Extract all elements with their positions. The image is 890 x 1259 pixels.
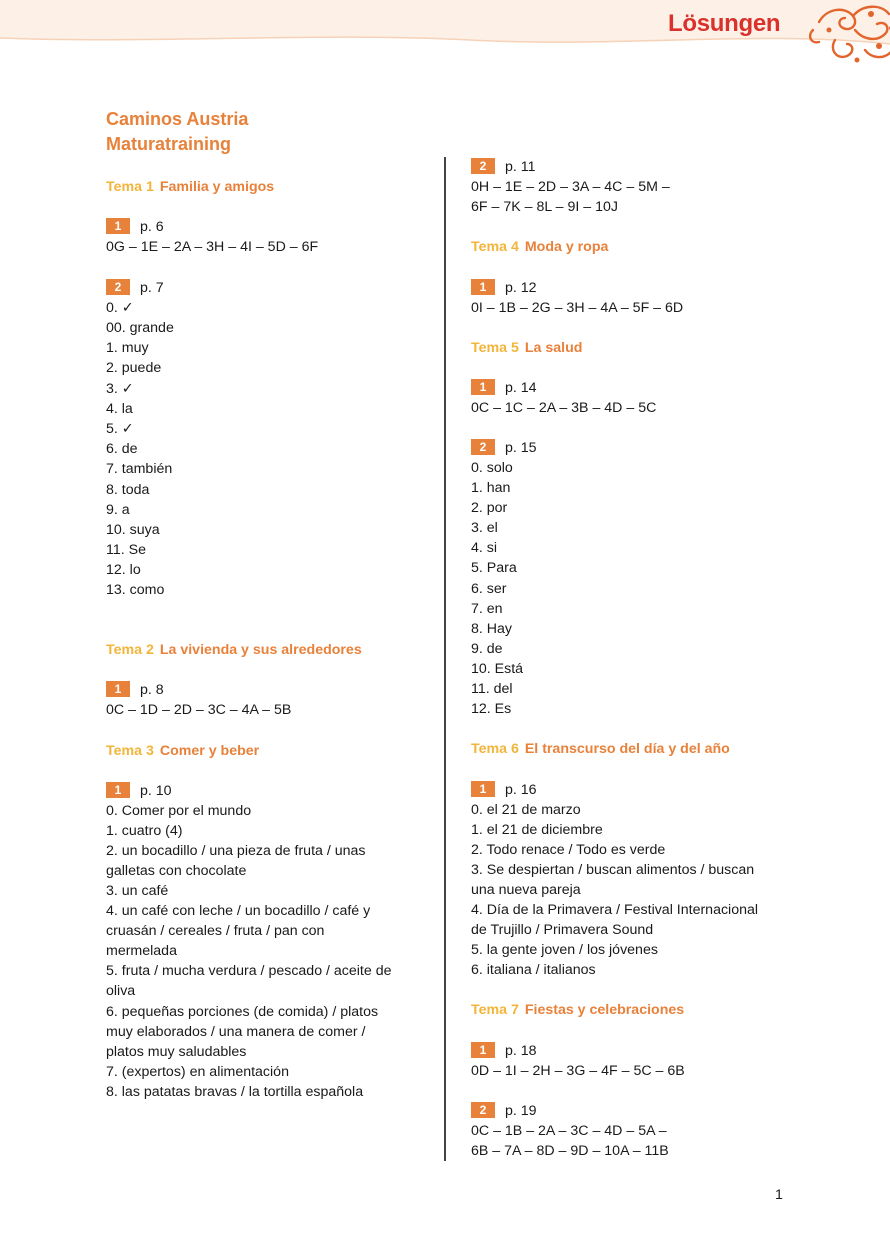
exercise-number-badge: 1 [471, 781, 495, 797]
exercise-number-badge: 2 [471, 158, 495, 174]
page-number: 1 [775, 1187, 783, 1203]
tema-5-heading: Tema 5 La salud [471, 340, 583, 356]
exercise-header [471, 157, 536, 177]
answer-line: 4. Día de la Primavera / Festival Internacional de Trujillo / Primavera Sound [471, 902, 759, 938]
answer-line: 5. Para [471, 560, 517, 576]
answer-line: 6. pequeñas porciones (de comida) / platos muy elaborados / una manera de comer / platos muy saludables [106, 1004, 379, 1060]
exercise-page-ref: p. 11 [505, 159, 536, 175]
answer-line: 11. Se [106, 542, 146, 558]
exercise-page-ref: p. 7 [140, 280, 164, 296]
exercise-header [471, 780, 537, 800]
answer-line: 0. ✓ [106, 300, 134, 316]
answer-line: 6F – 7K – 8L – 9I – 10J [471, 199, 618, 215]
exercise-number-badge: 1 [471, 379, 495, 395]
answer-line: 10. Está [471, 661, 524, 677]
answer-line: 0I – 1B – 2G – 3H – 4A – 5F – 6D [471, 300, 684, 316]
exercise-page-ref: p. 16 [505, 782, 537, 798]
answer-line: 4. la [106, 401, 133, 417]
answer-line: 1. cuatro (4) [106, 823, 183, 839]
answer-line: 8. Hay [471, 621, 513, 637]
answer-line: 0C – 1D – 2D – 3C – 4A – 5B [106, 702, 292, 718]
answer-line: 0G – 1E – 2A – 3H – 4I – 5D – 6F [106, 239, 319, 255]
answer-line: 7. en [471, 601, 503, 617]
answer-line: 3. ✓ [106, 381, 134, 397]
answer-line: 2. un bocadillo / una pieza de fruta / unas galletas con chocolate [106, 843, 366, 879]
header-title: Lösungen [668, 10, 781, 37]
answer-line: 4. un café con leche / un bocadillo / café y cruasán / cereales / fruta / pan con mermelada [106, 903, 371, 959]
exercise-header [106, 680, 164, 700]
answer-line: 11. del [471, 681, 513, 697]
answer-line: 3. el [471, 520, 498, 536]
answer-line: 9. a [106, 502, 130, 518]
answer-line: 12. Es [471, 701, 512, 717]
answer-line: 6. ser [471, 581, 507, 597]
answer-line: 10. suya [106, 522, 160, 538]
exercise-header [106, 781, 172, 801]
book-title-line-1: Caminos Austria [106, 109, 249, 129]
answer-line: 0. el 21 de marzo [471, 802, 581, 818]
exercise-header [106, 278, 164, 298]
exercise-header [471, 278, 537, 298]
answer-line: 5. la gente joven / los jóvenes [471, 942, 658, 958]
answer-line: 5. fruta / mucha verdura / pescado / aceite de oliva [106, 963, 392, 999]
exercise-number-badge: 2 [471, 439, 495, 455]
exercise-page-ref: p. 10 [140, 783, 172, 799]
exercise-header [471, 1041, 537, 1061]
answer-line: 0. solo [471, 460, 513, 476]
answer-line: 12. lo [106, 562, 141, 578]
answer-line: 3. un café [106, 883, 169, 899]
answer-line: 5. ✓ [106, 421, 134, 437]
answer-line: 2. por [471, 500, 508, 516]
exercise-page-ref: p. 6 [140, 219, 164, 235]
answer-line: 3. Se despiertan / buscan alimentos / buscan una nueva pareja [471, 862, 755, 898]
answer-line: 9. de [471, 641, 503, 657]
answer-line: 7. (expertos) en alimentación [106, 1064, 289, 1080]
column-divider [444, 157, 446, 1161]
exercise-header [471, 378, 537, 398]
answer-line: 1. muy [106, 340, 149, 356]
tema-3-heading: Tema 3 Comer y beber [106, 743, 260, 759]
tema-2-heading: Tema 2 La vivienda y sus alrededores [106, 642, 362, 658]
exercise-number-badge: 1 [471, 1042, 495, 1058]
exercise-number-badge: 1 [106, 681, 130, 697]
tema-6-heading: Tema 6 El transcurso del día y del año [471, 741, 730, 757]
answer-line: 7. también [106, 461, 173, 477]
page-header [0, 0, 890, 70]
exercise-page-ref: p. 12 [505, 280, 537, 296]
answer-line: 8. toda [106, 482, 150, 498]
exercise-header [106, 217, 164, 237]
answer-line: 0C – 1B – 2A – 3C – 4D – 5A – [471, 1123, 667, 1139]
tema-1-heading: Tema 1 Familia y amigos [106, 179, 275, 195]
answer-line: 0. Comer por el mundo [106, 803, 252, 819]
answer-line: 0C – 1C – 2A – 3B – 4D – 5C [471, 400, 657, 416]
answer-line: 0D – 1I – 2H – 3G – 4F – 5C – 6B [471, 1063, 685, 1079]
exercise-header [471, 1101, 537, 1121]
answer-line: 2. Todo renace / Todo es verde [471, 842, 666, 858]
exercise-number-badge: 1 [106, 218, 130, 234]
exercise-page-ref: p. 18 [505, 1043, 537, 1059]
exercise-page-ref: p. 15 [505, 440, 537, 456]
answer-line: 8. las patatas bravas / la tortilla española [106, 1084, 364, 1100]
exercise-page-ref: p. 8 [140, 682, 164, 698]
answer-line: 6. de [106, 441, 138, 457]
answer-line: 1. el 21 de diciembre [471, 822, 603, 838]
exercise-number-badge: 1 [106, 782, 130, 798]
book-title [106, 107, 248, 157]
book-title-line-2: Maturatraining [106, 134, 232, 154]
answer-line: 13. como [106, 582, 165, 598]
answer-line: 6. italiana / italianos [471, 962, 596, 978]
exercise-number-badge: 2 [106, 279, 130, 295]
tema-4-heading: Tema 4 Moda y ropa [471, 239, 609, 255]
exercise-page-ref: p. 19 [505, 1103, 537, 1119]
exercise-number-badge: 1 [471, 279, 495, 295]
answer-line: 6B – 7A – 8D – 9D – 10A – 11B [471, 1143, 669, 1159]
tema-7-heading: Tema 7 Fiestas y celebraciones [471, 1002, 685, 1018]
answer-line: 00. grande [106, 320, 174, 336]
answer-line: 4. si [471, 540, 498, 556]
answer-line: 2. puede [106, 360, 162, 376]
exercise-number-badge: 2 [471, 1102, 495, 1118]
floral-ornament-icon [805, 0, 890, 70]
exercise-page-ref: p. 14 [505, 380, 537, 396]
answer-line: 1. han [471, 480, 511, 496]
exercise-header [471, 438, 537, 458]
answer-line: 0H – 1E – 2D – 3A – 4C – 5M – [471, 179, 670, 195]
